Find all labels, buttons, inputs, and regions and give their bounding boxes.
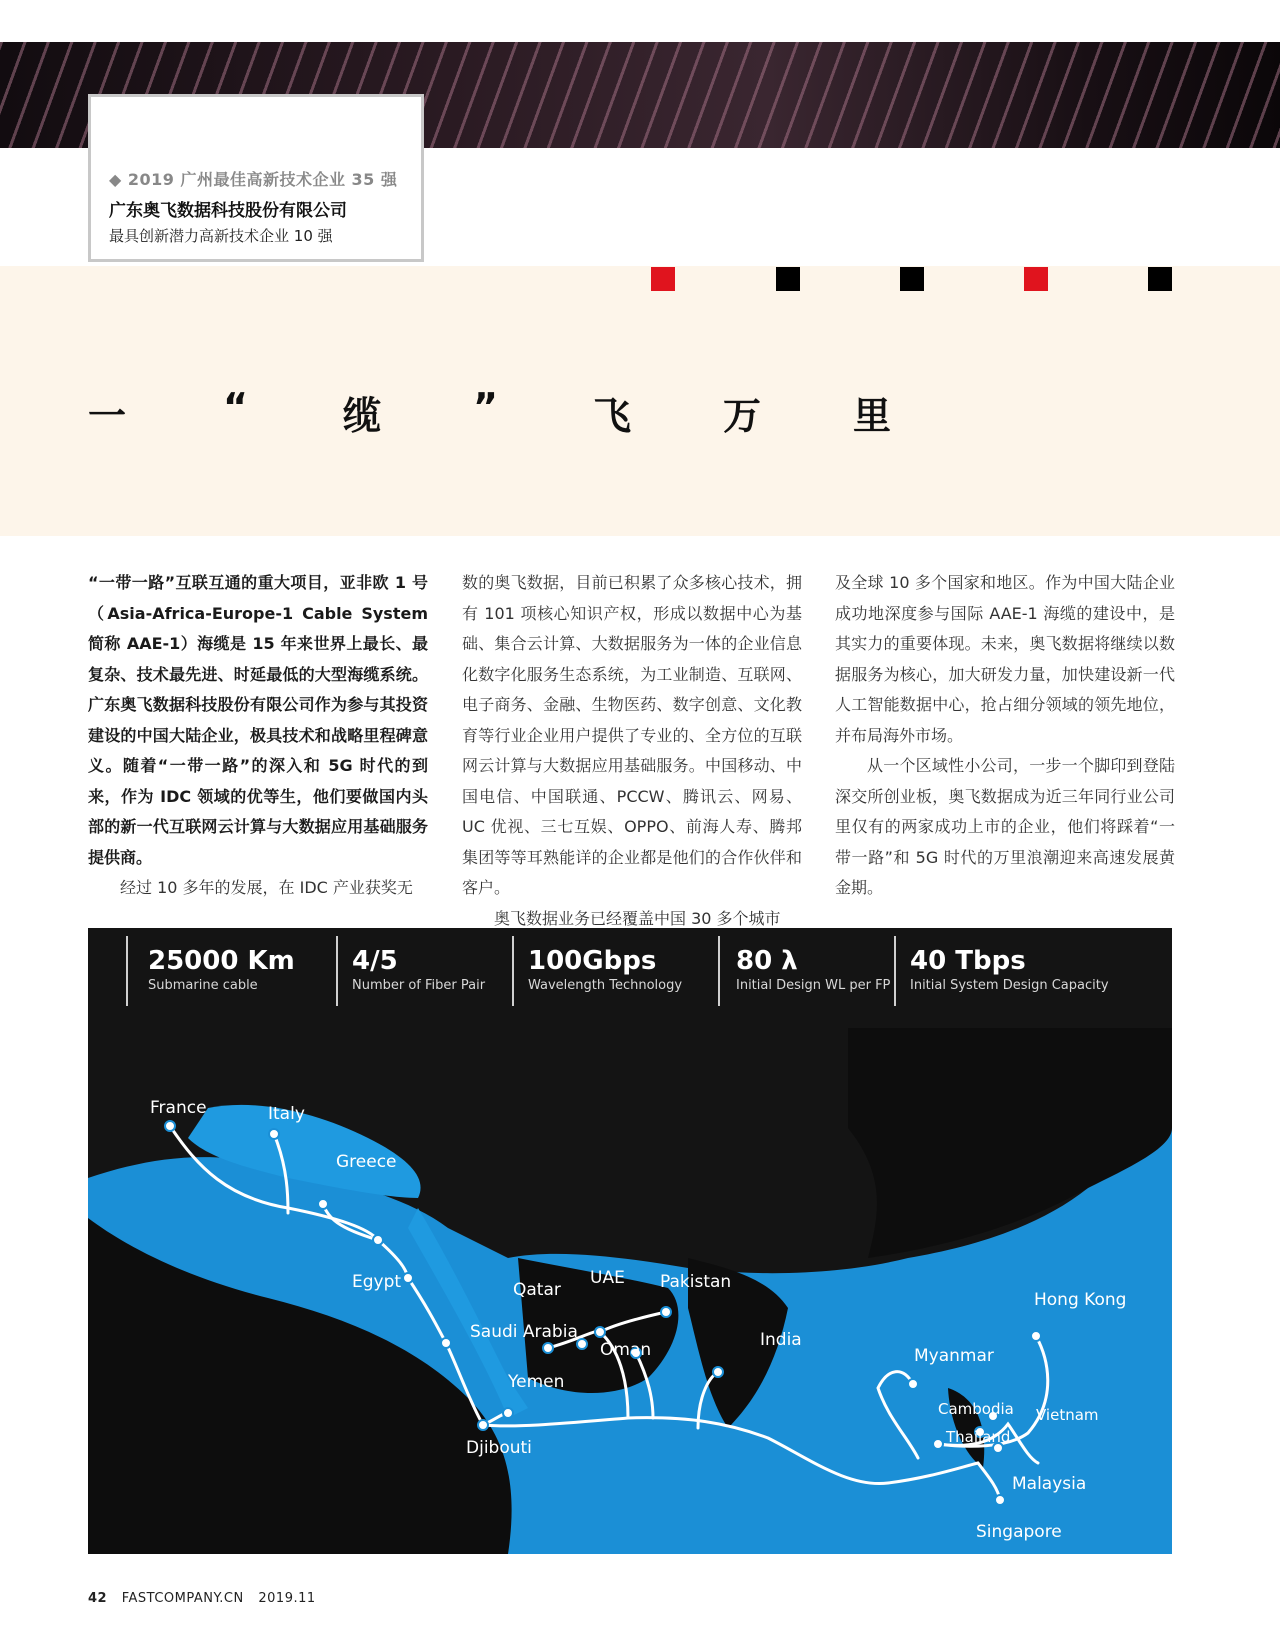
city-label-yemen: Yemen bbox=[508, 1372, 565, 1392]
page-footer bbox=[88, 1591, 326, 1606]
company-name: 广东奥飞数据科技股份有限公司 bbox=[109, 201, 347, 221]
award-subtitle: 最具创新潜力高新技术企业 10 强 bbox=[109, 227, 333, 245]
headline-char: 一 bbox=[88, 394, 127, 438]
city-label-djibouti: Djibouti bbox=[466, 1438, 532, 1458]
headline-char: “ bbox=[223, 385, 248, 429]
city-label-india: India bbox=[760, 1330, 802, 1350]
city-label-saudi-arabia: Saudi Arabia bbox=[470, 1322, 578, 1342]
black-square bbox=[1148, 267, 1172, 291]
red-square bbox=[651, 267, 675, 291]
map-graphic bbox=[88, 928, 1172, 1554]
article-column-1 bbox=[88, 568, 428, 904]
stat-wavelength: 100Gbps Wavelength Technology bbox=[528, 946, 683, 993]
city-label-malaysia: Malaysia bbox=[1012, 1474, 1087, 1494]
headline-char: ” bbox=[473, 385, 498, 429]
city-label-oman: Oman bbox=[600, 1340, 652, 1360]
cable-map bbox=[88, 928, 1172, 1554]
city-label-qatar: Qatar bbox=[513, 1280, 561, 1300]
lead-paragraph: “一带一路”互联互通的重大项目，亚非欧 1 号（Asia-Africa-Europe-1 Cable System 简称 AAE-1）海缆是 15 年来世界上最长、最复杂、技术最先进、时延最低的大型海缆系统。广东奥飞数据科技股份有限公司作为参与其投资建设的中国大陆企业，极具技术和战略里程碑意义。随着“一带一路”的深入和 5G 时代的到来，作为 IDC 领域的优等生，他们要做国内头部的新一代互联网云计算与大数据应用基础服务提供商。 bbox=[88, 573, 428, 867]
headline bbox=[88, 385, 988, 445]
city-label-italy: Italy bbox=[268, 1104, 305, 1124]
city-label-vietnam: Vietnam bbox=[1036, 1406, 1099, 1424]
red-square bbox=[1024, 267, 1048, 291]
body-paragraph: 及全球 10 多个国家和地区。作为中国大陆企业成功地深度参与国际 AAE-1 海缆的建设中，是其实力的重要体现。未来，奥飞数据将继续以数据服务为核心，加大研发力量，加快建设新一代人工智能数据中心，抢占细分领域的领先地位，并布局海外市场。 bbox=[835, 573, 1175, 745]
magazine-site: FASTCOMPANY.CN bbox=[121, 1591, 244, 1606]
award-box bbox=[88, 94, 424, 262]
city-label-uae: UAE bbox=[590, 1268, 625, 1288]
city-label-greece: Greece bbox=[336, 1152, 397, 1172]
stat-fiber-pair: 4/5 Number of Fiber Pair bbox=[352, 946, 486, 993]
city-label-france: France bbox=[150, 1098, 207, 1118]
award-ranking: ◆ 2019 广州最佳高新技术企业 35 强 bbox=[109, 170, 398, 189]
decorative-squares bbox=[0, 267, 1280, 291]
body-paragraph: 数的奥飞数据，目前已积累了众多核心技术，拥有 101 项核心知识产权，形成以数据中心为基础、集合云计算、大数据服务为一体的企业信息化数字化服务生态系统，为工业制造、互联网、电子商务、金融、生物医药、数字创意、文化教育等行业企业用户提供了专业的、全方位的互联网云计算与大数据应用基础服务。中国移动、中国电信、中国联通、PCCW、腾讯云、网易、UC 优视、三七互娱、OPPO、前海人寿、腾邦集团等等耳熟能详的企业都是他们的合作伙伴和客户。 bbox=[462, 573, 802, 897]
black-square bbox=[776, 267, 800, 291]
article-column-2 bbox=[462, 568, 802, 934]
stat-cable-length: 25000 Km Submarine cable bbox=[148, 946, 295, 993]
headline-char: 飞 bbox=[593, 394, 632, 438]
page-number: 42 bbox=[88, 1591, 108, 1606]
city-label-singapore: Singapore bbox=[976, 1522, 1062, 1542]
headline-char: 万 bbox=[723, 394, 762, 438]
city-label-thailand: Thailand bbox=[946, 1428, 1011, 1446]
city-label-egypt: Egypt bbox=[352, 1272, 402, 1292]
stat-capacity: 40 Tbps Initial System Design Capacity bbox=[910, 946, 1109, 993]
city-label-pakistan: Pakistan bbox=[660, 1272, 732, 1292]
city-label-cambodia: Cambodia bbox=[938, 1400, 1014, 1418]
body-paragraph: 从一个区域性小公司，一步一个脚印到登陆深交所创业板，奥飞数据成为近三年同行业公司里仅有的两家成功上市的企业，他们将踩着“一带一路”和 5G 时代的万里浪潮迎来高速发展黄金期。 bbox=[835, 756, 1175, 897]
city-label-myanmar: Myanmar bbox=[914, 1346, 994, 1366]
issue-date: 2019.11 bbox=[258, 1591, 316, 1606]
headline-char: 缆 bbox=[343, 394, 382, 438]
black-square bbox=[900, 267, 924, 291]
headline-char: 里 bbox=[853, 394, 892, 438]
body-paragraph: 经过 10 多年的发展，在 IDC 产业获奖无 bbox=[120, 878, 413, 897]
article-column-3 bbox=[835, 568, 1175, 904]
stat-design-wl: 80 λ Initial Design WL per FP bbox=[736, 946, 891, 993]
body-paragraph: 奥飞数据业务已经覆盖中国 30 多个城市 bbox=[494, 908, 781, 928]
city-label-hong-kong: Hong Kong bbox=[1034, 1290, 1127, 1310]
